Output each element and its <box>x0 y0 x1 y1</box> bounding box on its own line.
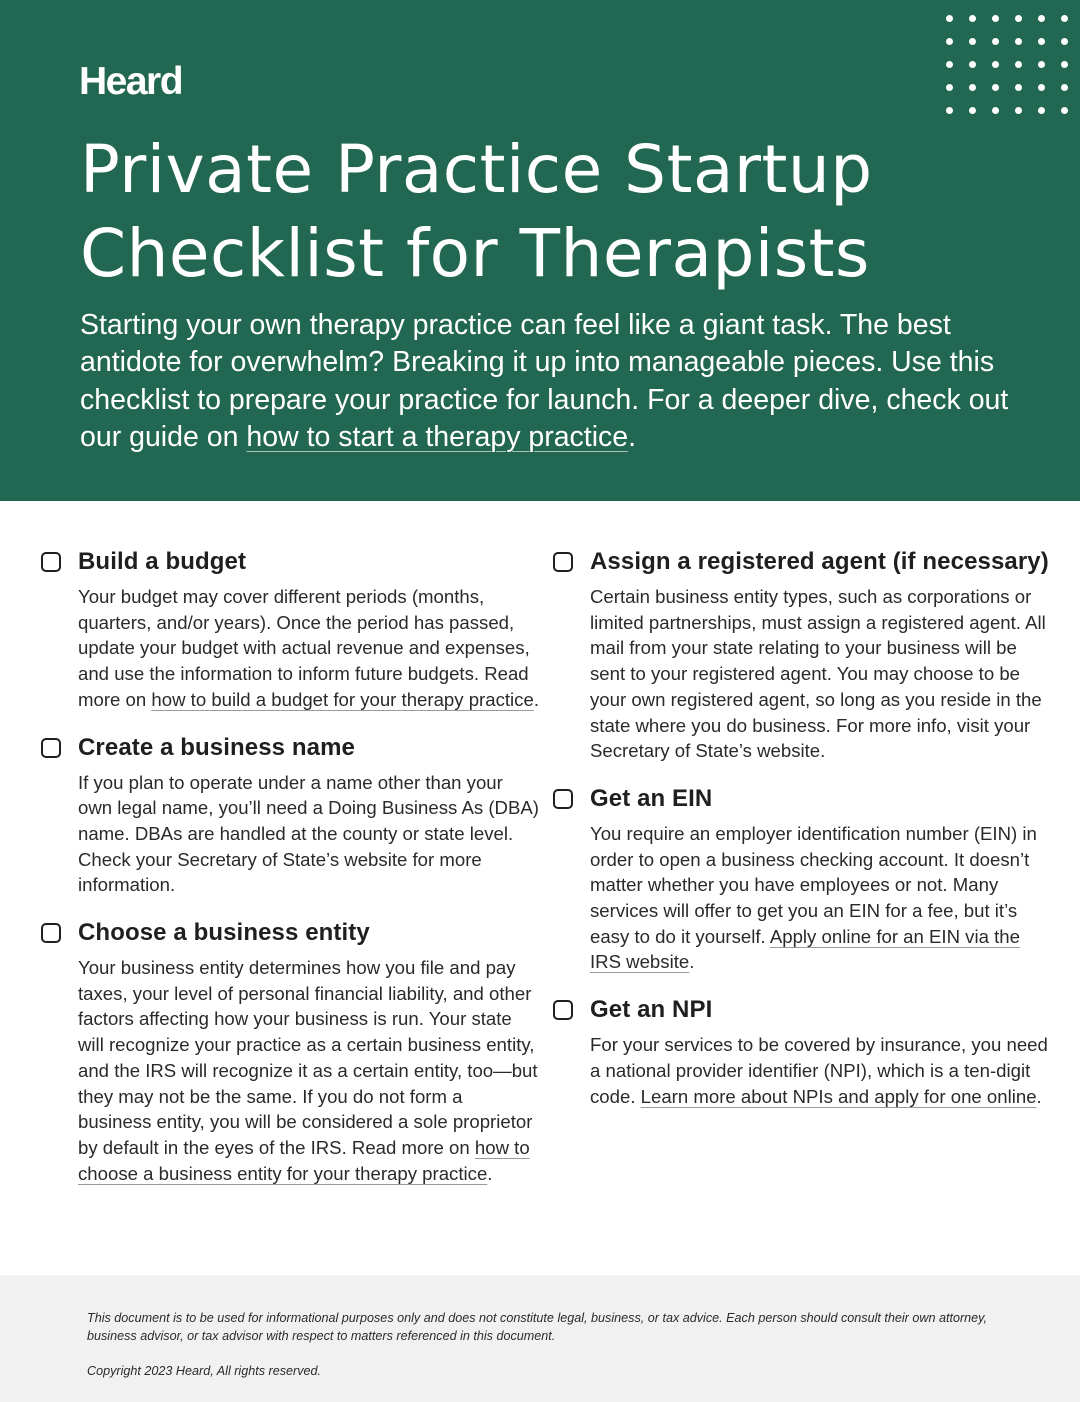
item-title: Create a business name <box>78 733 355 761</box>
dot-icon <box>992 107 999 114</box>
item-body-end: . <box>1036 1085 1042 1107</box>
checklist-item-business-name <box>40 732 540 899</box>
item-title: Choose a business entity <box>78 919 370 947</box>
item-body-text: Certain business entity types, such as corporations or limited partnerships, must assign a registered agent. All mail from your state relating to your business will be sent to your registered agent. You may choose to be your own registered agent, so long as you reside in the state where you do business. For more info, visit your Secretary of State’s website. <box>590 586 1046 762</box>
item-body-text: You require an employer identification number (EIN) in order to open a business checking account. It doesn’t matter whether you have employees or not. Many services will offer to get you an EIN for a fee, but it’s easy to do it yourself. <box>590 822 1037 947</box>
dot-icon <box>1038 84 1045 91</box>
business-entity-guide-link[interactable]: how to choose a business entity for your therapy practice <box>78 1136 530 1184</box>
heard-logo: Heard <box>79 60 183 103</box>
checklist-item-business-entity <box>40 917 540 1186</box>
header-banner <box>0 0 1080 501</box>
item-body-text: If you plan to operate under a name other than your own legal name, you’ll need a Doing Business As (DBA) name. DBAs are handled at the county or state level. Check your Secretary of State’s website for more information. <box>78 771 539 896</box>
item-title: Get an NPI <box>590 996 713 1024</box>
dot-icon <box>1038 38 1045 45</box>
dot-icon <box>1061 84 1068 91</box>
checklist-item-build-budget <box>40 546 540 713</box>
intro-text: Starting your own therapy practice can feel like a giant task. The best antidote for overwhelm? Breaking it up into manageable pieces. Use this checklist to prepare your practice for launch. For a deeper dive, check out our guide on <box>80 309 1009 453</box>
checklist-item-ein <box>552 783 1052 975</box>
checkbox-icon[interactable] <box>41 738 61 758</box>
dot-grid-icon <box>946 15 1068 114</box>
dot-icon <box>946 38 953 45</box>
npi-apply-link[interactable]: Learn more about NPIs and apply for one online <box>640 1085 1037 1107</box>
item-body <box>590 821 1052 975</box>
checkbox-icon[interactable] <box>553 552 573 572</box>
dot-icon <box>992 38 999 45</box>
item-title: Build a budget <box>78 548 247 575</box>
dot-icon <box>1015 107 1022 114</box>
dot-icon <box>1038 15 1045 22</box>
dot-icon <box>969 61 976 68</box>
checklist-item-npi <box>552 994 1052 1109</box>
dot-icon <box>969 84 976 91</box>
dot-icon <box>1015 61 1022 68</box>
item-body <box>78 770 540 899</box>
dot-icon <box>969 15 976 22</box>
title-line-1: Private Practice Startup <box>80 131 873 208</box>
item-body-end: . <box>689 951 695 973</box>
dot-icon <box>1015 38 1022 45</box>
dot-icon <box>1038 61 1045 68</box>
dot-icon <box>1015 15 1022 22</box>
item-body-end: . <box>487 1162 493 1184</box>
checkbox-icon[interactable] <box>41 552 61 572</box>
item-body <box>78 584 540 713</box>
checkbox-icon[interactable] <box>41 923 61 943</box>
item-body-end: . <box>533 688 539 710</box>
item-body-text: Your budget may cover different periods (months, quarters, and/or years). Once the period has passed, update your budget with actual revenue and expenses, and use the information to inform future budgets. Read more on <box>78 586 530 710</box>
dot-icon <box>969 38 976 45</box>
copyright-text: Copyright 2023 Heard, All rights reserved. <box>87 1364 322 1378</box>
intro-paragraph <box>80 307 1020 456</box>
footer <box>0 1275 1080 1402</box>
item-title: Assign a registered agent (if necessary) <box>590 548 1049 575</box>
dot-icon <box>992 61 999 68</box>
budget-guide-link[interactable]: how to build a budget for your therapy practice <box>151 688 534 710</box>
dot-icon <box>946 15 953 22</box>
page-title <box>80 128 1020 296</box>
dot-icon <box>992 84 999 91</box>
dot-icon <box>1061 107 1068 114</box>
dot-icon <box>1038 107 1045 114</box>
dot-icon <box>969 107 976 114</box>
intro-end: . <box>628 420 637 453</box>
dot-icon <box>1061 15 1068 22</box>
item-body <box>590 584 1052 764</box>
start-practice-guide-link[interactable]: how to start a therapy practice <box>246 420 629 453</box>
dot-icon <box>1061 61 1068 68</box>
disclaimer-text: This document is to be used for informational purposes only and does not constitute legal, business, or tax advice. Each person should consult their own attorney, business advisor, or tax advisor with respect to matters referenced in this document. <box>87 1311 988 1343</box>
checklist-left-column <box>40 546 540 1186</box>
item-body-text: For your services to be covered by insurance, you need a national provider identifier (NPI), which is a ten-digit code. <box>590 1034 1048 1107</box>
dot-icon <box>992 15 999 22</box>
checkbox-icon[interactable] <box>553 1000 573 1020</box>
dot-icon <box>946 61 953 68</box>
checkbox-icon[interactable] <box>553 789 573 809</box>
checklist-item-registered-agent <box>552 546 1052 764</box>
title-line-2: Checklist for Therapists <box>80 215 870 292</box>
item-body <box>590 1032 1052 1109</box>
irs-ein-link[interactable]: Apply online for an EIN via the IRS website <box>590 925 1020 973</box>
item-body-text: Your business entity determines how you file and pay taxes, your level of personal financial liability, and other factors affecting how your business is run. Your state will recognize your practice as a certain business entity, and the IRS will recognize it as a certain entity, too—but they may not be the same. If you do not form a business entity, you will be considered a sole proprietor by default in the eyes of the IRS. Read more on <box>78 957 538 1158</box>
dot-icon <box>1061 38 1068 45</box>
checklist-right-column <box>552 546 1052 1109</box>
item-title: Get an EIN <box>590 784 713 812</box>
dot-icon <box>946 84 953 91</box>
dot-icon <box>946 107 953 114</box>
dot-icon <box>1015 84 1022 91</box>
item-body <box>78 955 540 1186</box>
